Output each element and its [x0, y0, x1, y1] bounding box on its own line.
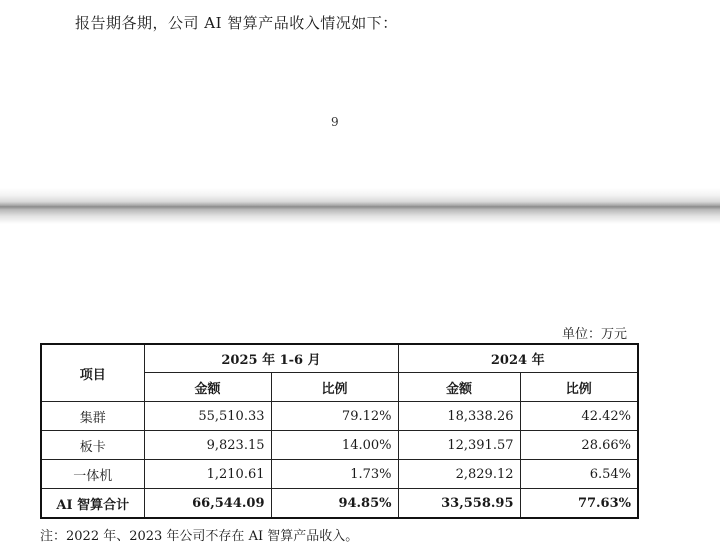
ratio-cell: 79.12% [271, 402, 398, 431]
revenue-table [40, 343, 639, 519]
page-break-divider [0, 188, 720, 224]
amount-cell: 1,210.61 [144, 460, 271, 489]
total-label: AI 智算合计 [41, 489, 144, 519]
table-row [41, 460, 638, 489]
row-label: 板卡 [41, 431, 144, 460]
footnote: 注：2022 年、2023 年公司不存在 AI 智算产品收入。 [40, 529, 359, 544]
total-amount-cell: 66,544.09 [144, 489, 271, 519]
ratio-cell: 28.66% [520, 431, 638, 460]
amount-cell: 55,510.33 [144, 402, 271, 431]
amount-cell: 12,391.57 [398, 431, 520, 460]
row-label: 一体机 [41, 460, 144, 489]
item-header: 项目 [41, 344, 144, 402]
amount-cell: 2,829.12 [398, 460, 520, 489]
table-row [41, 402, 638, 431]
period-header-2024: 2024 年 [398, 344, 638, 373]
amount-header: 金额 [398, 373, 520, 402]
amount-header: 金额 [144, 373, 271, 402]
row-label: 集群 [41, 402, 144, 431]
ratio-cell: 14.00% [271, 431, 398, 460]
intro-paragraph: 报告期各期，公司 AI 智算产品收入情况如下： [75, 14, 398, 32]
table-total-row [41, 489, 638, 519]
table-row [41, 431, 638, 460]
amount-cell: 9,823.15 [144, 431, 271, 460]
total-amount-cell: 33,558.95 [398, 489, 520, 519]
unit-label: 单位：万元 [562, 327, 628, 342]
ratio-cell: 6.54% [520, 460, 638, 489]
ratio-header: 比例 [520, 373, 638, 402]
amount-cell: 18,338.26 [398, 402, 520, 431]
ratio-cell: 42.42% [520, 402, 638, 431]
total-ratio-cell: 77.63% [520, 489, 638, 519]
period-header-2025h1: 2025 年 1-6 月 [144, 344, 398, 373]
page-number: 9 [331, 115, 339, 129]
ratio-header: 比例 [271, 373, 398, 402]
total-ratio-cell: 94.85% [271, 489, 398, 519]
table-header-row [41, 344, 638, 373]
ratio-cell: 1.73% [271, 460, 398, 489]
